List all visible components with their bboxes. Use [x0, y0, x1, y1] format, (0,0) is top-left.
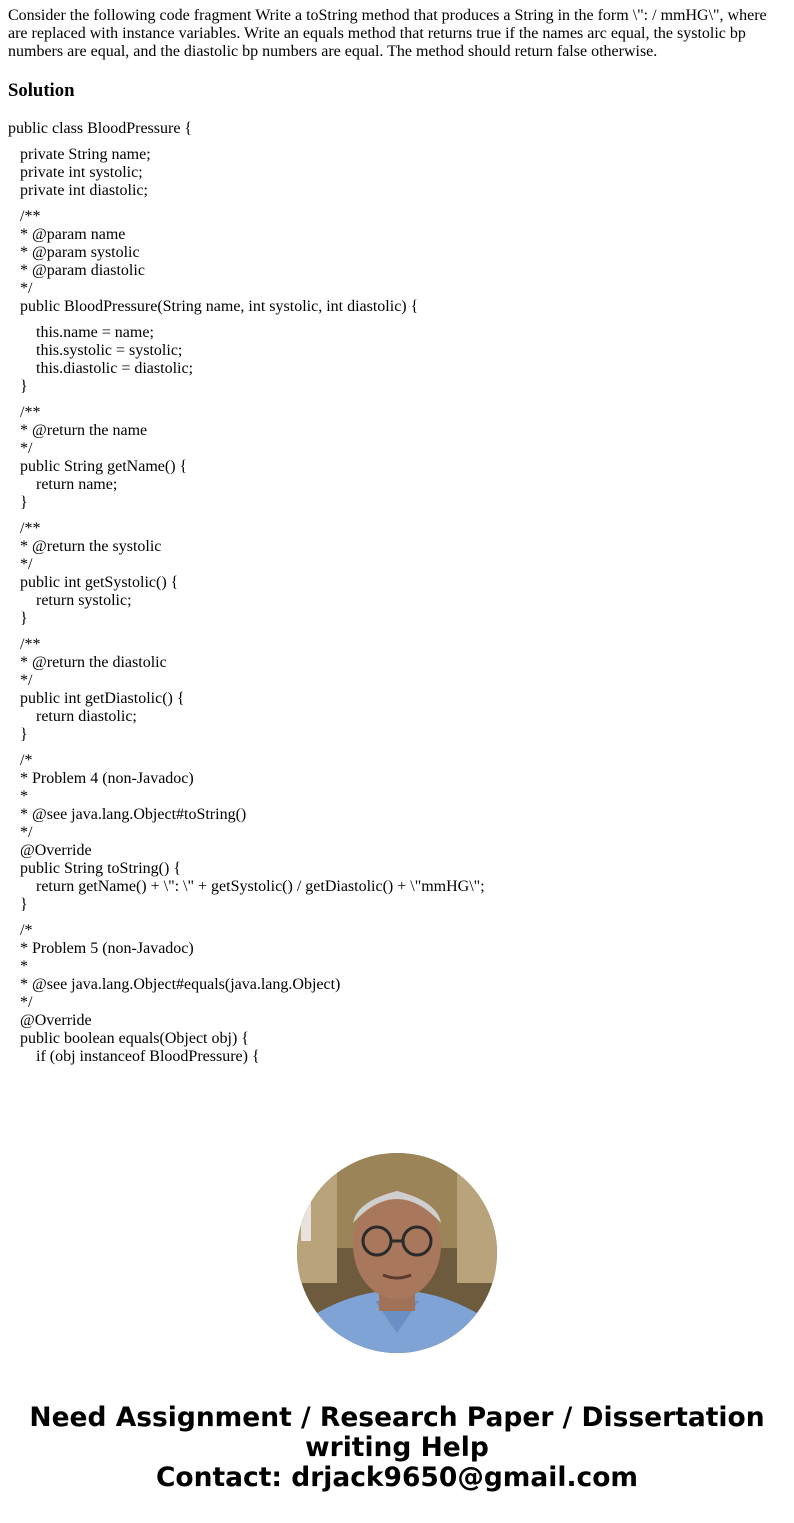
person-portrait-image — [297, 1153, 497, 1353]
code-line: */ — [8, 994, 33, 1011]
solution-heading: Solution — [8, 80, 75, 101]
code-line: * @return the systolic — [8, 538, 162, 555]
promo-line-2: writing Help — [305, 1432, 489, 1463]
code-line: * @see java.lang.Object#equals(java.lang.Object) — [8, 976, 341, 993]
code-line: * Problem 5 (non-Javadoc) — [8, 940, 194, 957]
question-text: Consider the following code fragment Write a toString method that produces a String in the form \": / mmHG\", where are replaced with instance variables. Write an equals method that returns true if the names arc equal, the systolic bp numbers are equal, and the diastolic bp numbers are equal. The method should return false otherwise. — [8, 7, 767, 60]
code-line: return diastolic; — [8, 708, 137, 725]
code-line: @Override — [8, 1012, 92, 1029]
code-line: public class BloodPressure { — [8, 120, 193, 137]
code-line — [8, 914, 788, 922]
solution-code-block — [8, 120, 788, 1122]
code-line: if (obj instanceof BloodPressure) { — [8, 1048, 260, 1065]
code-line: this.diastolic = diastolic; — [8, 360, 194, 377]
code-line — [8, 200, 788, 208]
code-line: * @see java.lang.Object#toString() — [8, 806, 247, 823]
code-line — [8, 744, 788, 752]
code-line: @Override — [8, 842, 92, 859]
code-line: /* — [8, 922, 33, 939]
code-line: * @return the diastolic — [8, 654, 167, 671]
code-line: return systolic; — [8, 592, 132, 609]
promo-line-1: Need Assignment / Research Paper / Dissertation — [29, 1402, 765, 1433]
code-line: */ — [8, 440, 33, 457]
code-line: * @param systolic — [8, 244, 140, 261]
code-line: */ — [8, 280, 33, 297]
code-line: return name; — [8, 476, 118, 493]
code-line: * Problem 4 (non-Javadoc) — [8, 770, 194, 787]
code-line — [8, 396, 788, 404]
code-line: * @return the name — [8, 422, 148, 439]
code-line: } — [8, 896, 28, 913]
code-line: public int getSystolic() { — [8, 574, 179, 591]
code-line: } — [8, 378, 28, 395]
code-line: * @param name — [8, 226, 126, 243]
code-line: */ — [8, 556, 33, 573]
code-line: private int systolic; — [8, 164, 143, 181]
code-line: * @param diastolic — [8, 262, 145, 279]
code-line — [8, 512, 788, 520]
code-line: */ — [8, 672, 33, 689]
code-line: return getName() + \": \" + getSystolic() / getDiastolic() + \"mmHG\"; — [8, 878, 485, 895]
code-line: * — [8, 788, 28, 805]
code-line: /** — [8, 208, 41, 225]
code-line: * — [8, 958, 28, 975]
avatar — [297, 1153, 497, 1353]
code-line: } — [8, 610, 28, 627]
code-line: this.name = name; — [8, 324, 154, 341]
code-line: public int getDiastolic() { — [8, 690, 185, 707]
code-line: /** — [8, 404, 41, 421]
code-line: private int diastolic; — [8, 182, 148, 199]
promo-banner — [0, 1403, 794, 1493]
code-line: /** — [8, 636, 41, 653]
code-line: public String getName() { — [8, 458, 188, 475]
code-line: public BloodPressure(String name, int systolic, int diastolic) { — [8, 298, 419, 315]
code-line: } — [8, 494, 28, 511]
code-line: } — [8, 726, 28, 743]
code-line: this.systolic = systolic; — [8, 342, 183, 359]
promo-contact-line: Contact: drjack9650@gmail.com — [155, 1462, 639, 1493]
code-line: /** — [8, 520, 41, 537]
code-line: */ — [8, 824, 33, 841]
code-line — [8, 138, 788, 146]
code-line — [8, 628, 788, 636]
code-line: /* — [8, 752, 33, 769]
code-line — [8, 316, 788, 324]
code-line: public boolean equals(Object obj) { — [8, 1030, 249, 1047]
code-line: private String name; — [8, 146, 151, 163]
code-line: public String toString() { — [8, 860, 182, 877]
